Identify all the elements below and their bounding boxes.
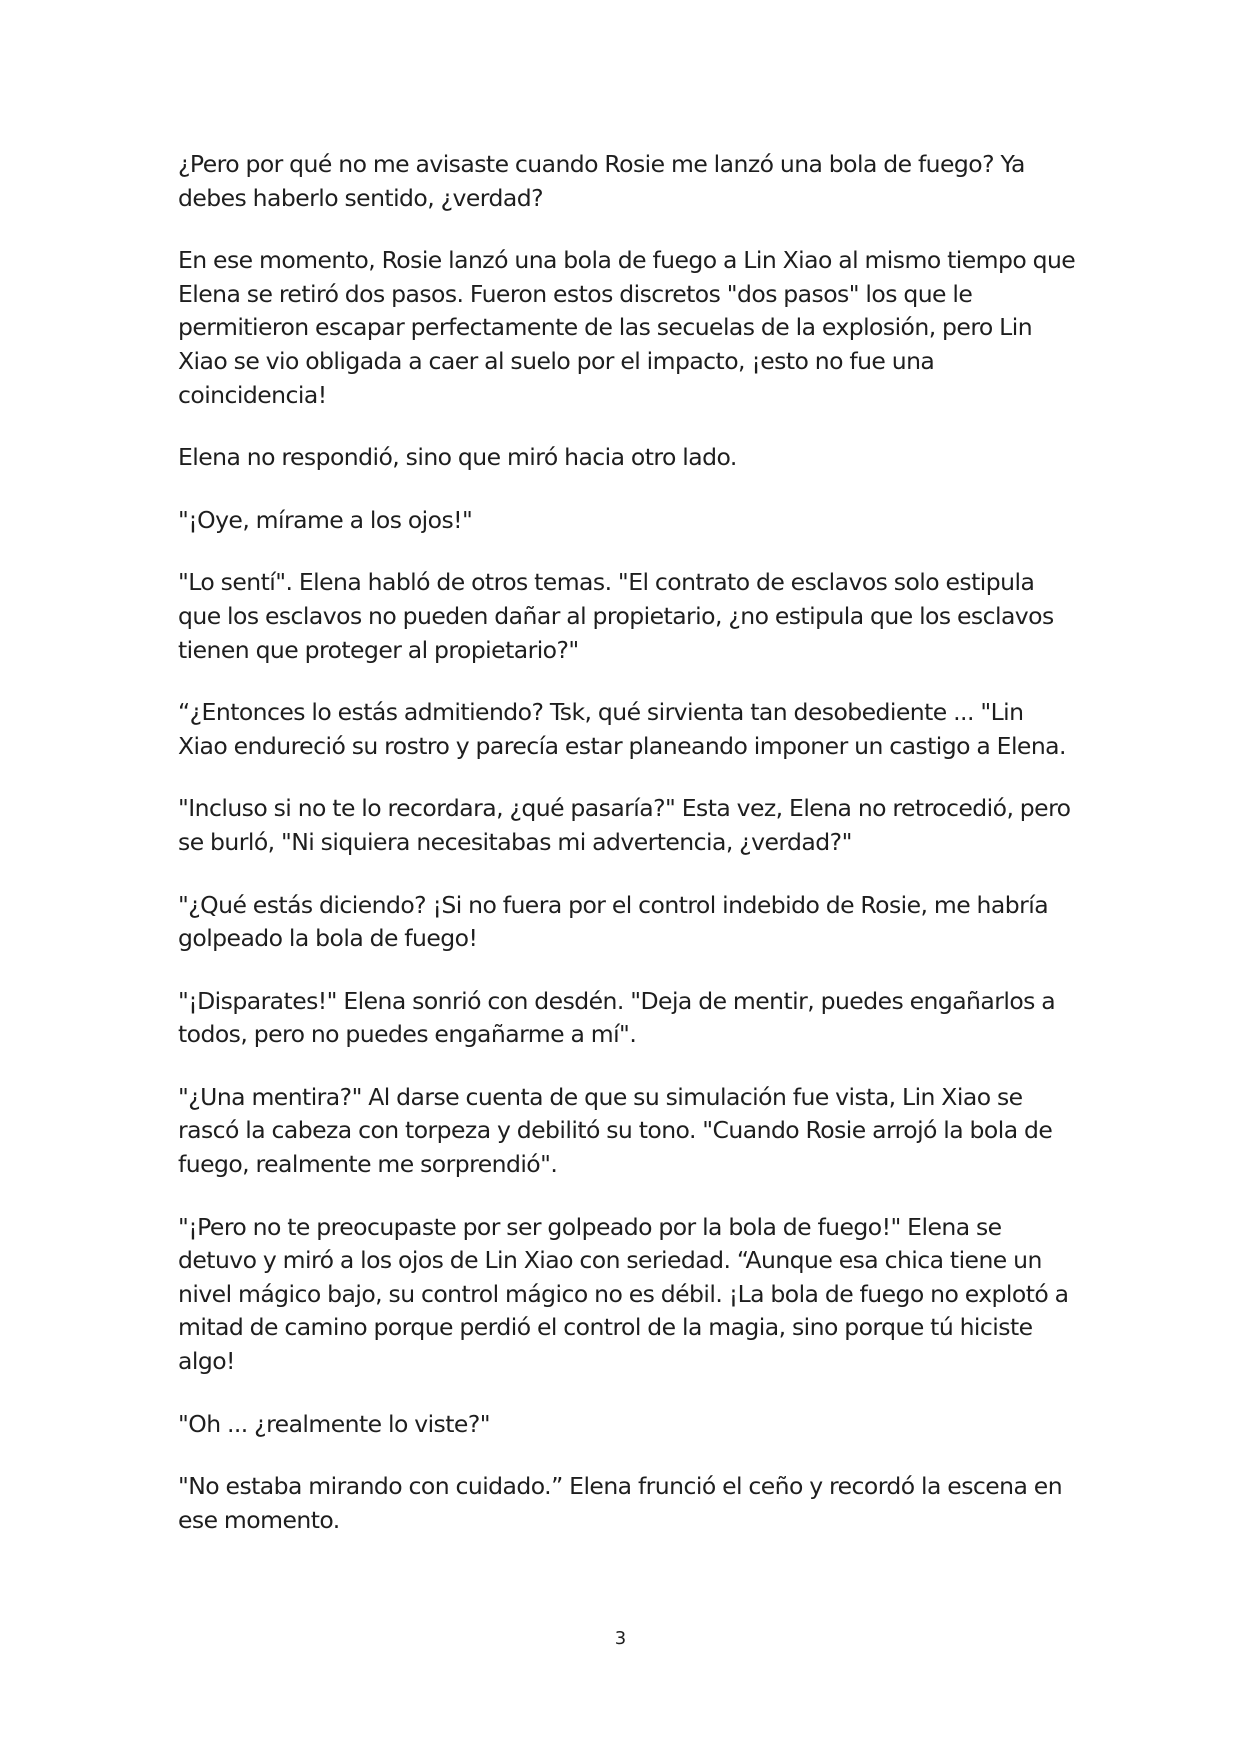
paragraph: "¿Qué estás diciendo? ¡Si no fuera por el control indebido de Rosie, me habría golpeado la bola de fuego! <box>178 890 1049 953</box>
paragraph: "Oh ... ¿realmente lo viste?" <box>178 1409 491 1438</box>
paragraph: "¡Oye, mírame a los ojos!" <box>178 505 473 534</box>
paragraph: "¿Una mentira?" Al darse cuenta de que su simulación fue vista, Lin Xiao se rascó la cabeza con torpeza y debilitó su tono. "Cuando Rosie arrojó la bola de fuego, realmente me sorprendió". <box>178 1082 1053 1179</box>
paragraph: "¡Pero no te preocupaste por ser golpeado por la bola de fuego!" Elena se detuvo y miró a los ojos de Lin Xiao con seriedad. “Aunque esa chica tiene un nivel mágico bajo, su control mágico no es débil. ¡La bola de fuego no explotó a mitad de camino porque perdió el control de la magia, sino porque tú hiciste algo! <box>178 1212 1069 1376</box>
paragraph: "No estaba mirando con cuidado.” Elena frunció el ceño y recordó la escena en ese momento. <box>178 1472 1063 1534</box>
page-body <box>178 148 1078 1566</box>
page-number: 3 <box>614 1628 627 1649</box>
paragraph: “¿Entonces lo estás admitiendo? Tsk, qué sirvienta tan desobediente ... "Lin Xiao endureció su rostro y parecía estar planeando imponer un castigo a Elena. <box>178 698 1066 760</box>
paragraph: "Lo sentí". Elena habló de otros temas. "El contrato de esclavos solo estipula que los esclavos no pueden dañar al propietario, ¿no estipula que los esclavos tienen que proteger al propietario?" <box>178 568 1054 664</box>
paragraph: ¿Pero por qué no me avisaste cuando Rosie me lanzó una bola de fuego? Ya debes haberlo sentido, ¿verdad? <box>178 150 1025 212</box>
paragraph: "¡Disparates!" Elena sonrió con desdén. "Deja de mentir, puedes engañarlos a todos, pero no puedes engañarme a mí". <box>178 986 1056 1049</box>
paragraph: "Incluso si no te lo recordara, ¿qué pasaría?" Esta vez, Elena no retrocedió, pero se burló, "Ni siquiera necesitabas mi advertencia, ¿verdad?" <box>178 794 1071 856</box>
paragraph: Elena no respondió, sino que miró hacia otro lado. <box>178 443 737 472</box>
paragraph: En ese momento, Rosie lanzó una bola de fuego a Lin Xiao al mismo tiempo que Elena se retiró dos pasos. Fueron estos discretos "dos pasos" los que le permitieron escapar perfectamente de las secuelas de la explosión, pero Lin Xiao se vio obligada a caer al suelo por el impacto, ¡esto no fue una coincidencia! <box>178 246 1076 409</box>
